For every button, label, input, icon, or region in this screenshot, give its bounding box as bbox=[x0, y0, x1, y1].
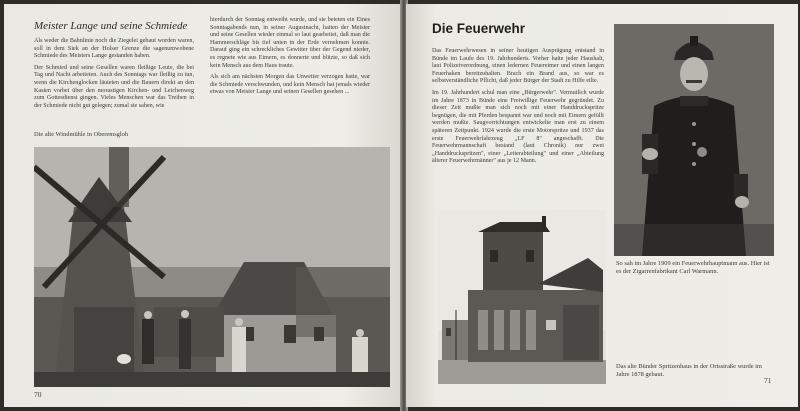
left-text-column-2 bbox=[210, 17, 370, 101]
paragraph: hierdurch der Sonntag entweiht wurde, und sie beteten ein Eines Sonntagabends nun, in seiner Augustnacht, hatten der Meister und seine Gesellen wieder einmal so laut gearbeitet, daß man die Hammerschläge bis tief unten in der Erde vernehmen konnte. Darauf ging ein schreckliches Gewitter über der Gegend nieder, es regnete wie aus Eimern, es donnerte und blitzte, so daß sich kein Mensch aus dem Haus traute. bbox=[210, 17, 370, 69]
fire-station-caption: Das alte Bünder Spritzenhaus in der Ortsstraße wurde im Jahre 1878 gebaut. bbox=[616, 363, 762, 378]
left-page-heading: Meister Lange und seine Schmiede bbox=[34, 20, 188, 32]
windmill-caption: Die alte Windmühle in Oberemsgloh bbox=[34, 131, 129, 138]
paragraph: Der Schmied und seine Gesellen waren fleißige Leute, die bei Tag und Nacht arbeiteten. Auch des Sonntags war fleißig zu tun, wenn die Kirchenglocken läuteten und die Bauern direkt an den Kasten vorbei über den morastigen Kirchen- und Leichenweg zum Gottesdienst gingen. Vieles Menschen war das Treiben in der Schmiede nicht gut gelegen; zumal sie sahen, wie bbox=[34, 64, 194, 109]
fire-captain-portrait bbox=[614, 24, 774, 256]
left-text-column-1 bbox=[34, 38, 194, 114]
right-text-column bbox=[432, 48, 604, 170]
page-number-right: 71 bbox=[764, 376, 772, 385]
paragraph: Im 19. Jahrhundert schul man eine „Bürgerwehr". Vermutlich wurde im Jahre 1873 in Bünde eine Freiwillige Feuerwehr gegründet. Zu dieser Zeit mußte man sich noch mit einer Handdruckspritze begnügen, die mit Pferden bespannt war und noch mit Eimern gefüllt werden mußte. Saugvorrichtungen entwickelte man erst zu einem späteren Zeitpunkt. 1924 wurde die erste Motorspritze und 1937 das erste Feuerwehrfahrzeug „LF 8" angeschafft. Die Feuerwehrmannschaft bestand (laut Chronik) nur zwei „Handdruckspritzen", einer „Leiterabteilung" und einer „Abteilung älterer Feuerwehrmänner" aus je 12 Mann. bbox=[432, 89, 604, 165]
right-page bbox=[406, 4, 798, 407]
page-number-left: 70 bbox=[34, 390, 42, 399]
left-page bbox=[4, 4, 402, 407]
paragraph: Als sich am nächsten Morgen das Unwetter verzogen hatte, war die Schmiede verschwunden, und kein Mensch hat jemals wieder etwas von Meister Lange und seinen Gesellen gesehen ... bbox=[210, 74, 370, 96]
fire-station-photo bbox=[438, 210, 606, 384]
right-page-heading: Die Feuerwehr bbox=[432, 21, 526, 36]
paragraph: Als weder die Bahnlinie noch die Ziegelei gebaut worden waren, soll in dem Siek an der Holser Grenze die sagenumwobene Schmiede des Meisters Lange gestanden haben. bbox=[34, 38, 194, 60]
portrait-caption: So sah im Jahre 1909 ein Feuerwehrhauptmann aus. Hier ist es der Zigarrenfabrikant Carl Warmann. bbox=[616, 260, 770, 275]
paragraph: Das Feuerwehrwesen in seiner heutigen Ausprägung entstand in Bünde im Laufe des 19. Jahrhunderts. Vorher hatte jeder Haushalt, laut Polizeiverordnung, einen ledernen Feuereimer und einen langen Feuerhaken bereitzuhalten. Brach ein Brand aus, so war es selbstverständliche Pflicht, daß jeder Bürger der Stadt zu Hilfe eilte. bbox=[432, 48, 604, 85]
windmill-photo bbox=[34, 147, 390, 387]
